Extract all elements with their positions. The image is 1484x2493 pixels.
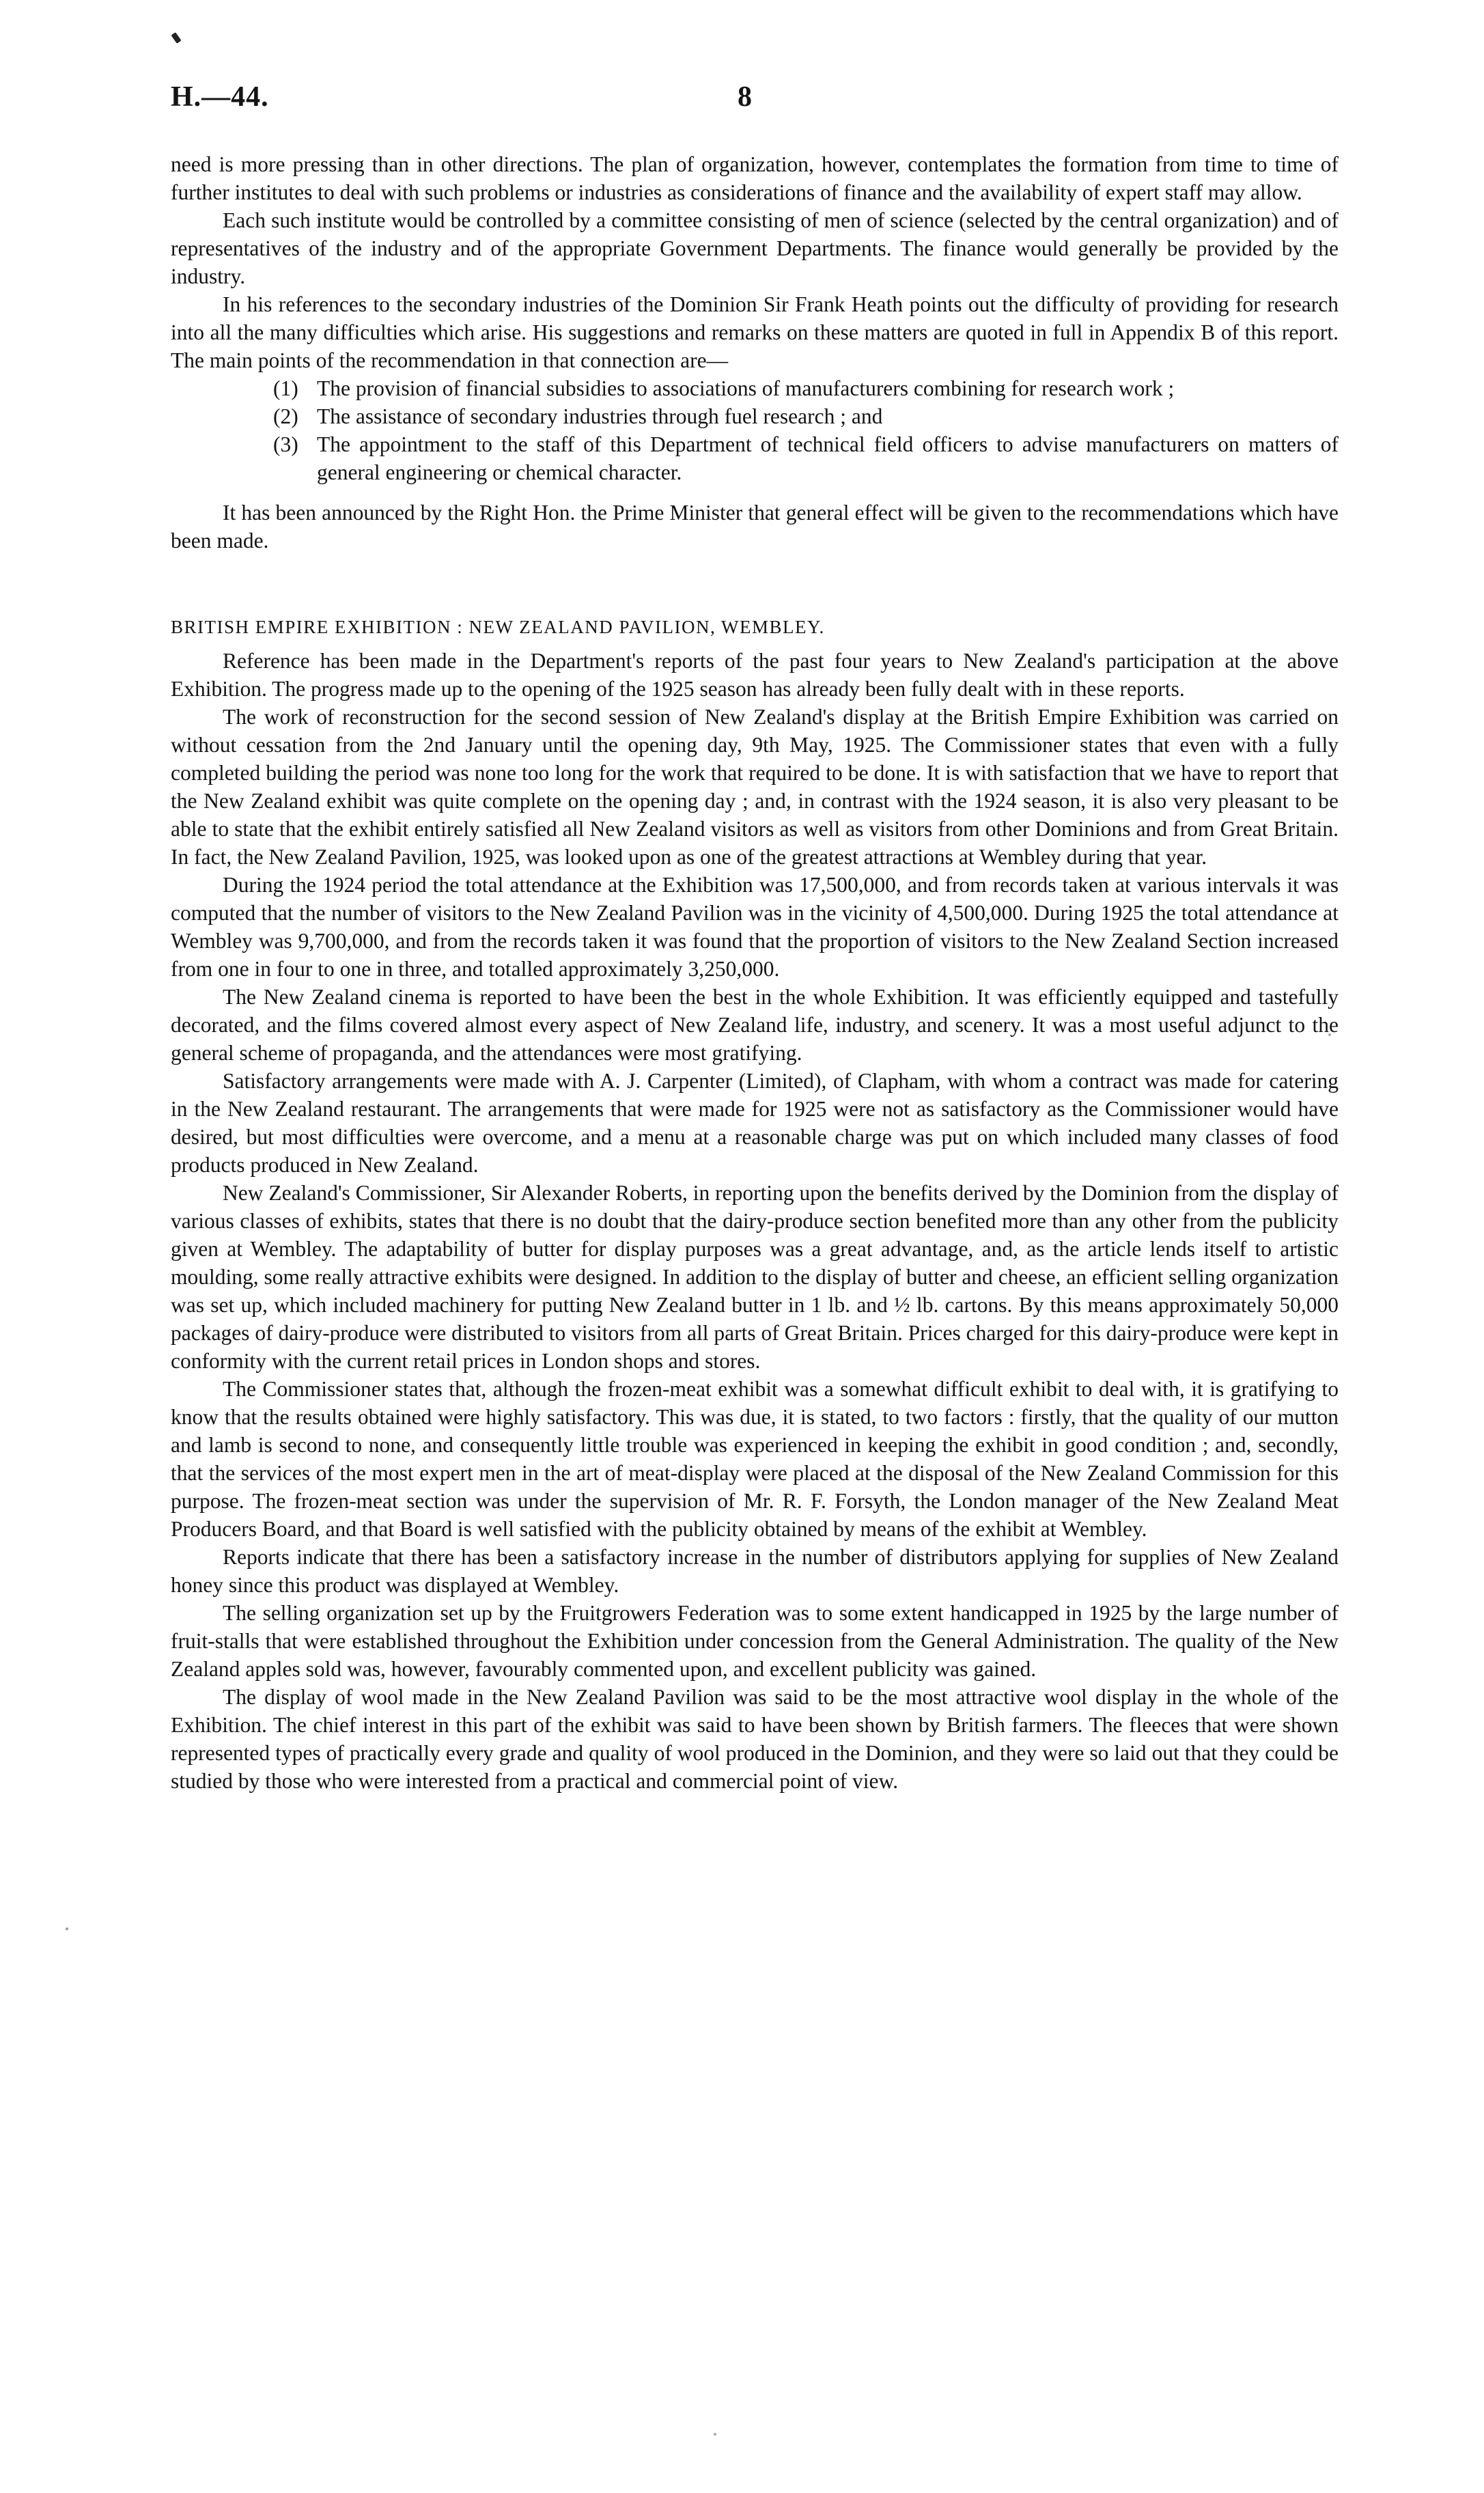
document-reference: H.—44. xyxy=(171,81,269,113)
recommendation-number: (2) xyxy=(273,404,298,428)
section-paragraph: During the 1924 period the total attendance at the Exhibition was 17,500,000, and from records taken at various intervals it was computed that the number of visitors to the New Zealand Pavilion was in the vicinity of 4,500,000. During 1925 the total attendance at Wembley was 9,700,000, and from the records taken it was found that the proportion of visitors to the New Zealand Section increased from one in four to one in three, and totalled approximately 3,250,000. xyxy=(171,873,1339,981)
intro-paragraph-3: In his references to the secondary industries of the Dominion Sir Frank Heath points out the difficulty of providing for research into all the many difficulties which arise. His suggestions and remarks on these matters are quoted in full in Appendix B of this report. The main points of the recommendation in that connection are— xyxy=(171,292,1339,372)
page-number: 8 xyxy=(738,81,752,113)
corner-tick-mark xyxy=(171,32,181,44)
intro-paragraph-2: Each such institute would be controlled by a committee consisting of men of science (selected by the central organization) and of representatives of the industry and of the appropriate Government Departments. The finance would generally be provided by the industry. xyxy=(171,208,1339,288)
page-header xyxy=(171,81,1339,122)
recommendation-text: The provision of financial subsidies to associations of manufacturers combining for research work ; xyxy=(317,376,1175,400)
section-paragraph: Satisfactory arrangements were made with A. J. Carpenter (Limited), of Clapham, with whom a contract was made for catering in the New Zealand restaurant. The arrangements that were made for 1925 were not as satisfactory as the Commissioner would have desired, but most difficulties were overcome, and a menu at a reasonable charge was put on which included many classes of food products produced in New Zealand. xyxy=(171,1069,1339,1177)
recommendation-text: The appointment to the staff of this Department of technical field officers to advise manufacturers on matters of general engineering or chemical character. xyxy=(317,432,1339,484)
section-paragraph: The display of wool made in the New Zealand Pavilion was said to be the most attractive wool display in the whole of the Exhibition. The chief interest in this part of the exhibit was said to have been shown by British farmers. The fleeces that were shown represented types of practically every grade and quality of wool produced in the Dominion, and they were so laid out that they could be studied by those who were interested from a practical and commercial point of view. xyxy=(171,1685,1339,1793)
intro-paragraph-1: need is more pressing than in other directions. The plan of organization, however, contemplates the formation from time to time of further institutes to deal with such problems or industries as considerations of finance and the availability of expert staff may allow. xyxy=(171,152,1339,204)
section-paragraph: The New Zealand cinema is reported to have been the best in the whole Exhibition. It was efficiently equipped and tastefully decorated, and the films covered almost every aspect of New Zealand life, industry, and scenery. It was a most useful adjunct to the general scheme of propaganda, and the attendances were most gratifying. xyxy=(171,985,1339,1065)
recommendation-item xyxy=(273,402,1339,430)
page-body xyxy=(171,150,1339,1795)
recommendation-number: (1) xyxy=(273,376,298,400)
section-paragraph: New Zealand's Commissioner, Sir Alexander Roberts, in reporting upon the benefits derived by the Dominion from the display of various classes of exhibits, states that there is no doubt that the dairy-produce section benefited more than any other from the publicity given at Wembley. The adaptability of butter for display purposes was a great advantage, and, as the article lends itself to artistic moulding, some really attractive exhibits were designed. In addition to the display of butter and cheese, an efficient selling organization was set up, which included machinery for putting New Zealand butter in 1 lb. and ½ lb. cartons. By this means approximately 50,000 packages of dairy-produce were distributed to visitors from all parts of Great Britain. Prices charged for this dairy-produce were kept in conformity with the current retail prices in London shops and stores. xyxy=(171,1181,1339,1373)
recommendation-item xyxy=(273,374,1339,402)
section-paragraph: The work of reconstruction for the second session of New Zealand's display at the British Empire Exhibition was carried on without cessation from the 2nd January until the opening day, 9th May, 1925. The Commissioner states that even with a fully completed building the period was none too long for the work that required to be done. It is with satisfaction that we have to report that the New Zealand exhibit was quite complete on the opening day ; and, in contrast with the 1924 season, it is also very pleasant to be able to state that the exhibit entirely satisfied all New Zealand visitors as well as visitors from other Dominions and from Great Britain. In fact, the New Zealand Pavilion, 1925, was looked upon as one of the greatest attractions at Wembley during that year. xyxy=(171,705,1339,869)
section-heading: BRITISH EMPIRE EXHIBITION : NEW ZEALAND PAVILION, WEMBLEY. xyxy=(171,617,825,637)
recommendation-number: (3) xyxy=(273,432,298,456)
recommendation-list xyxy=(171,374,1339,486)
section-paragraph: The selling organization set up by the Fruitgrowers Federation was to some extent handicapped in 1925 by the large number of fruit-stalls that were established throughout the Exhibition under concession from the General Administration. The quality of the New Zealand apples sold was, however, favourably commented upon, and excellent publicity was gained. xyxy=(171,1601,1339,1681)
margin-dot xyxy=(66,1927,68,1930)
footer-dot xyxy=(714,2433,716,2436)
section-paragraph: The Commissioner states that, although the frozen-meat exhibit was a somewhat difficult exhibit to deal with, it is gratifying to know that the results obtained were highly satisfactory. This was due, it is stated, to two factors : firstly, that the quality of our mutton and lamb is second to none, and consequently little trouble was experienced in keeping the exhibit in good condition ; and, secondly, that the services of the most expert men in the art of meat-display were placed at the disposal of the New Zealand Commission for this purpose. The frozen-meat section was under the supervision of Mr. R. F. Forsyth, the London manager of the New Zealand Meat Producers Board, and that Board is well satisfied with the publicity obtained by means of the exhibit at Wembley. xyxy=(171,1377,1339,1541)
section-paragraph: Reference has been made in the Department's reports of the past four years to New Zealand's participation at the above Exhibition. The progress made up to the opening of the 1925 season has already been fully dealt with in these reports. xyxy=(171,649,1339,701)
recommendation-item xyxy=(273,430,1339,486)
recommendation-text: The assistance of secondary industries through fuel research ; and xyxy=(317,404,883,428)
section-paragraph: Reports indicate that there has been a satisfactory increase in the number of distributors applying for supplies of New Zealand honey since this product was displayed at Wembley. xyxy=(171,1545,1339,1597)
announcement-paragraph: It has been announced by the Right Hon. the Prime Minister that general effect will be given to the recommendations which have been made. xyxy=(171,501,1339,553)
